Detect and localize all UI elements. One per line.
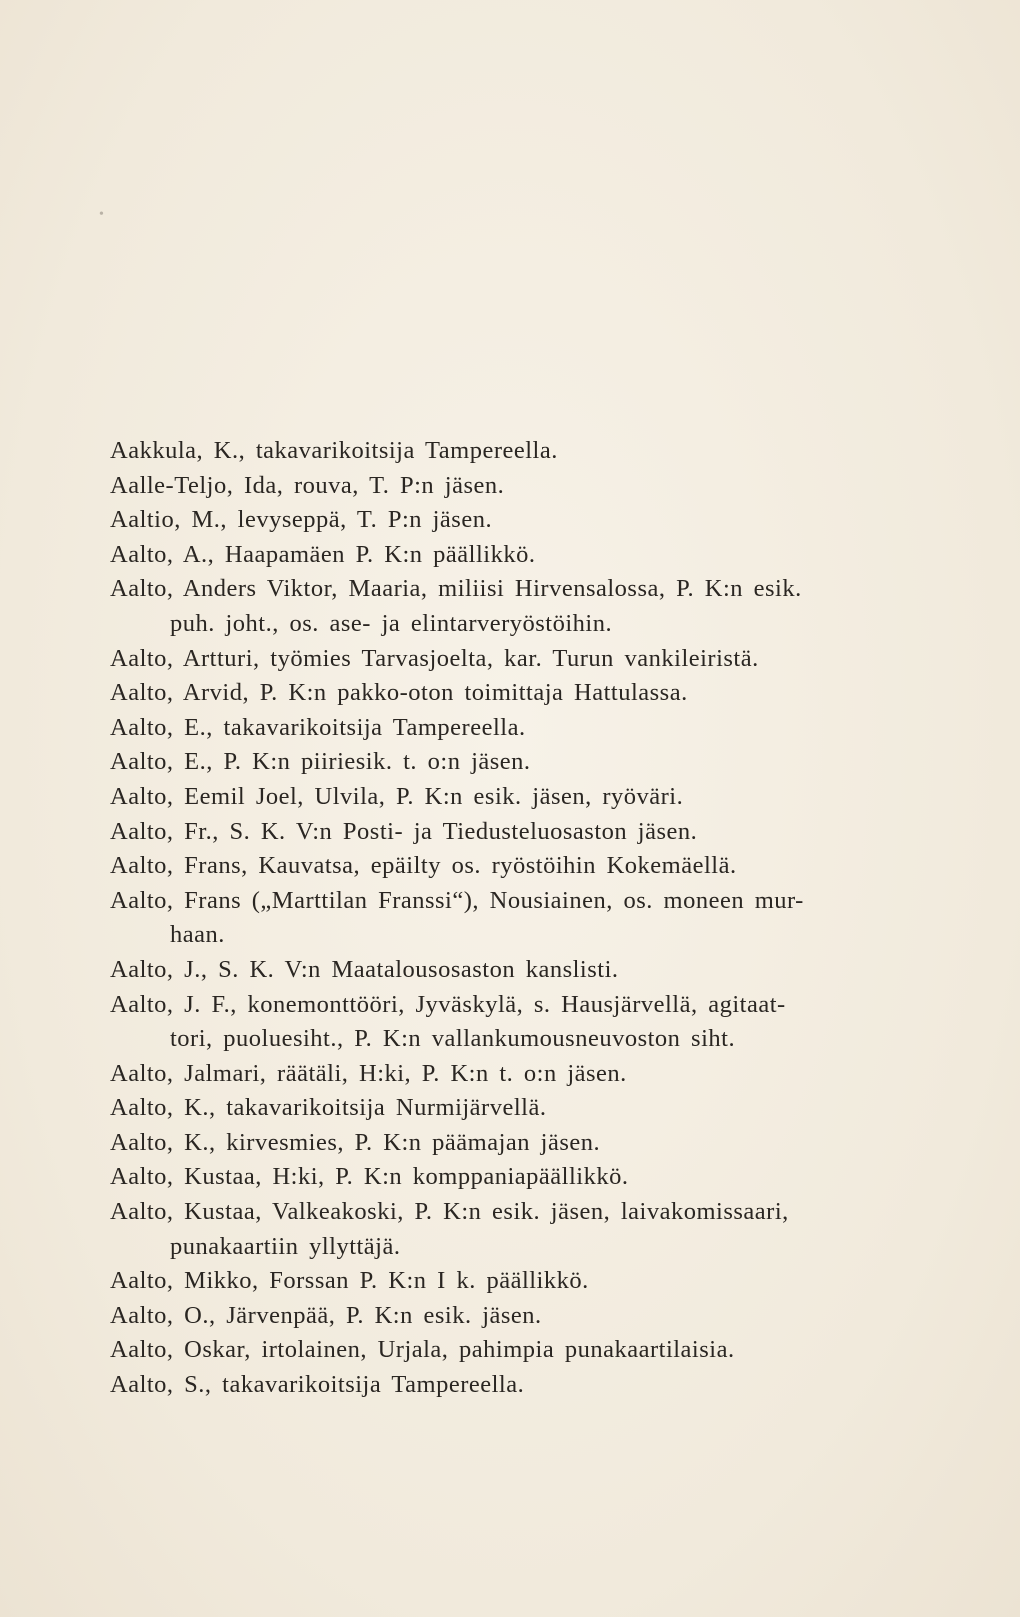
register-entry: Aalto, Kustaa, Valkeakoski, P. K:n esik. jäsen, laivakomissaari, (110, 1198, 789, 1226)
register-entry: Aalto, Oskar, irtolainen, Urjala, pahimpia punakaartilaisia. (110, 1336, 735, 1364)
register-entry: Aalto, Anders Viktor, Maaria, miliisi Hirvensalossa, P. K:n esik. (110, 575, 802, 603)
register-entry: Aalto, Arvid, P. K:n pakko-oton toimittaja Hattulassa. (110, 679, 688, 707)
register-entry: Aalto, Jalmari, räätäli, H:ki, P. K:n t. o:n jäsen. (110, 1059, 627, 1087)
register-entry: Aalto, O., Järvenpää, P. K:n esik. jäsen. (110, 1301, 542, 1329)
register-entry: Aalto, Artturi, työmies Tarvasjoelta, kar. Turun vankileiristä. (110, 644, 759, 672)
register-entry: Aalto, S., takavarikoitsija Tampereella. (110, 1371, 525, 1399)
register-entry: Aalto, Fr., S. K. V:n Posti- ja Tiedusteluosaston jäsen. (110, 817, 698, 845)
register-entry-continuation: tori, puoluesiht., P. K:n vallankumousneuvoston siht. (170, 1025, 736, 1053)
register-entry-continuation: puh. joht., os. ase- ja elintarveryöstöihin. (170, 609, 613, 637)
register-entry: Aalto, J. F., konemonttööri, Jyväskylä, s. Hausjärvellä, agitaat- (110, 990, 786, 1018)
register-entry-continuation: haan. (170, 921, 225, 949)
register-entry: Aalto, A., Haapamäen P. K:n päällikkö. (110, 540, 536, 568)
register-entry: Aalto, Mikko, Forssan P. K:n I k. päällikkö. (110, 1267, 589, 1295)
register-entry: Aalto, K., kirvesmies, P. K:n päämajan jäsen. (110, 1128, 601, 1156)
register-entry: Aalle-Teljo, Ida, rouva, T. P:n jäsen. (110, 471, 505, 499)
register-entries-list (110, 434, 910, 1403)
register-entry: Aakkula, K., takavarikoitsija Tampereella. (110, 437, 558, 464)
register-entry: Aalto, Eemil Joel, Ulvila, P. K:n esik. jäsen, ryöväri. (110, 782, 684, 810)
paper-speck-mark: • (99, 207, 104, 222)
register-entry: Aalto, Frans („Marttilan Franssi“), Nousiainen, os. moneen mur- (110, 886, 804, 914)
register-entry: Aaltio, M., levyseppä, T. P:n jäsen. (110, 506, 493, 534)
register-entry: Aalto, E., P. K:n piiriesik. t. o:n jäsen. (110, 748, 531, 776)
register-entry: Aalto, Kustaa, H:ki, P. K:n komppaniapäällikkö. (110, 1163, 629, 1191)
register-entry: Aalto, J., S. K. V:n Maatalousosaston kanslisti. (110, 955, 619, 983)
register-entry: Aalto, K., takavarikoitsija Nurmijärvellä. (110, 1094, 547, 1122)
register-entry: Aalto, Frans, Kauvatsa, epäilty os. ryöstöihin Kokemäellä. (110, 852, 737, 880)
register-entry: Aalto, E., takavarikoitsija Tampereella. (110, 713, 526, 741)
register-entry-continuation: punakaartiin yllyttäjä. (170, 1232, 401, 1260)
